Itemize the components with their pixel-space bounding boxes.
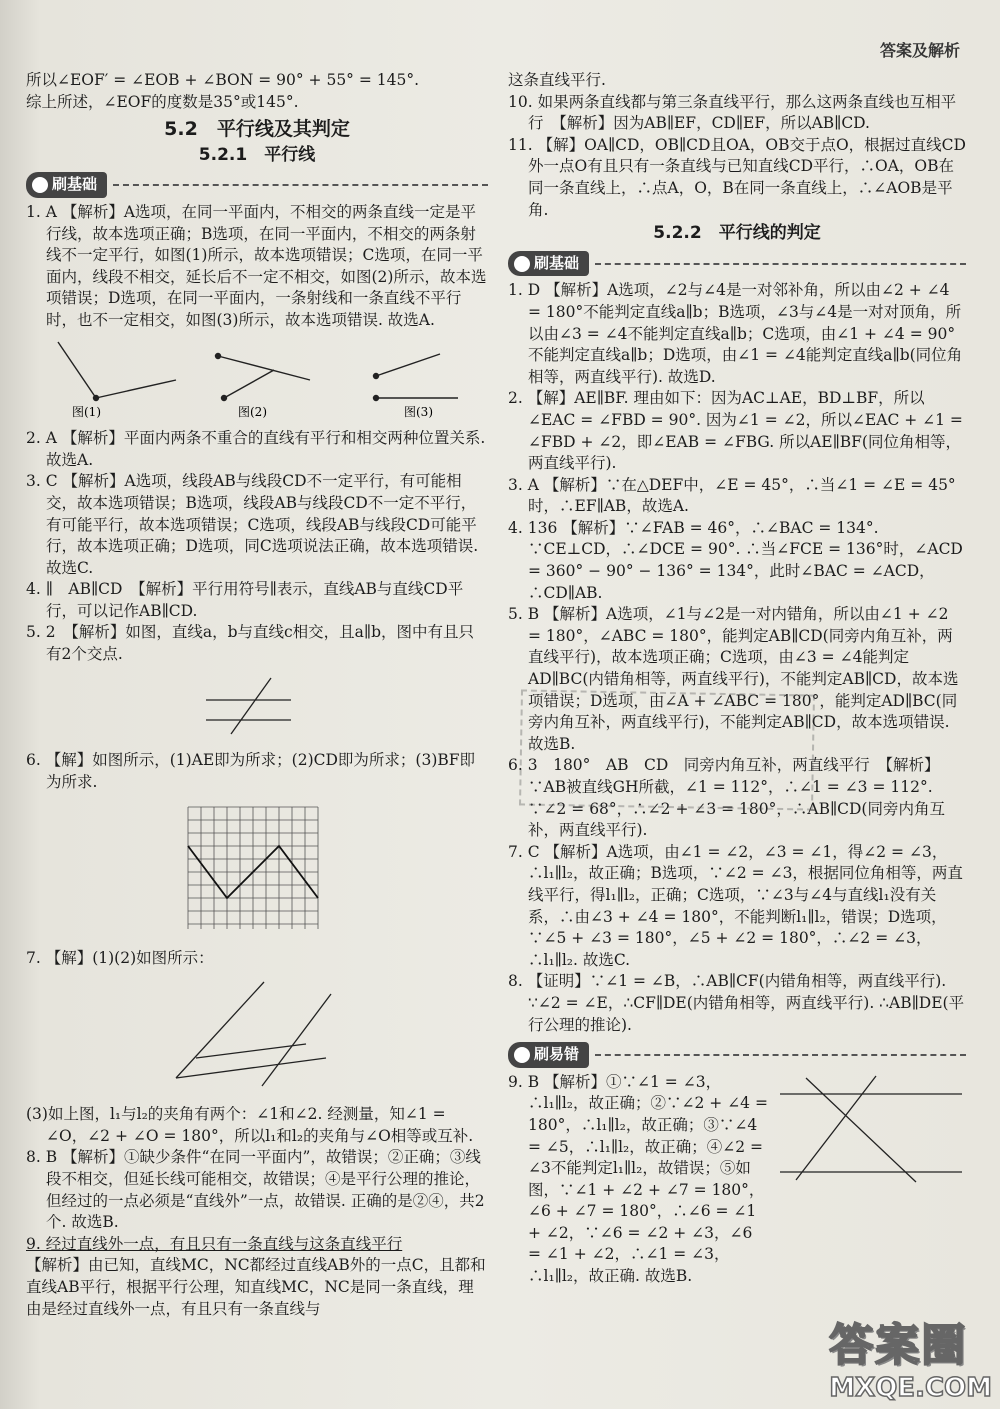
stamp xyxy=(519,689,815,810)
answer-item: 6. 3 180° AB CD 同旁内角互补，两直线平行 【解析】∵AB被直线GH所截，∠1 = 112°，∴∠1 = ∠3 = 112°. ∵∠2 = 68°，∴∠2 + ∠3 = 180°，∴AB∥CD(同旁内角互补，两直线平行). xyxy=(508,756,945,840)
answer-item: 9. 经过直线外一点，有且只有一条直线与这条直线平行 xyxy=(26,1234,403,1253)
answer-item: 1. D 【解析】A选项，∠2与∠4是一对邻补角，所以由∠2 + ∠4 = 180°不能判定直线a∥b；B选项，∠3与∠4是一对对顶角，所以由∠3 = ∠4不能判定直线a∥b；C选项，由∠1 + ∠4 = 90°不能判定直线a∥b；D选项，由∠1 = ∠4能判定直线a∥b(同位角相等，两直线平行). 故选D. xyxy=(508,281,963,386)
tag-errors: 刷易错 xyxy=(508,1042,966,1068)
answer-item: 2. A 【解析】平面内两条不重合的直线有平行和相交两种位置关系. 故选A. xyxy=(26,429,486,469)
answer-item: 4. ∥ AB∥CD 【解析】平行用符号∥表示，直线AB与直线CD平行，可以记作AB∥CD. xyxy=(26,580,464,620)
figure-parallel-lines xyxy=(26,670,466,740)
section-title: 5.2 平行线及其判定 xyxy=(164,118,350,141)
answer-item: 7. 【解】(1)(2)如图所示： xyxy=(26,949,214,968)
right-column xyxy=(508,70,966,1288)
figure-caption: 图(1) xyxy=(72,404,101,418)
intro-line: 综上所述，∠EOF的度数是35°或145°. xyxy=(26,92,299,111)
answer-item: 2. 【解】AE∥BF. 理由如下：因为AC⊥AE，BD⊥BF，所以∠EAC = ∠FBD = 90°. 因为∠1 = ∠2，所以∠EAC + ∠1 = ∠FBD + ∠2，即∠EAB = ∠FBG. 所以AE∥BF(同位角相等，两直线平行). xyxy=(508,389,963,473)
intro-line: 所以∠EOF′ = ∠EOB + ∠BON = 90° + 55° = 145°. xyxy=(26,71,420,89)
answer-item: 8. 【证明】∵∠1 = ∠B，∴AB∥CF(内错角相等，两直线平行). ∵∠2 = ∠E，∴CF∥DE(内错角相等，两直线平行). ∴AB∥DE(平行公理的推论). xyxy=(508,972,965,1034)
figure-caption: 图(3) xyxy=(404,404,433,418)
watermark xyxy=(829,1309,992,1403)
figure-angle-lines xyxy=(26,974,466,1094)
figure-caption: 图(2) xyxy=(238,404,267,418)
tag-basic: 刷基础 xyxy=(508,251,966,277)
answer-item: 3. C 【解析】A选项，线段AB与线段CD不一定平行，有可能相交，故本选项错误；B选项，线段AB与线段CD不一定不平行，有可能平行，故本选项错误；C选项，线段AB与线段CD可能平行，故本选项正确；D选项，同C选项说法正确，故本选项错误. 故选C. xyxy=(26,472,479,577)
answer-item: 7. C 【解析】A选项，由∠1 = ∠2，∠3 = ∠1，得∠2 = ∠3，∴l₁∥l₂，故正确；B选项，∵∠2 = ∠3，根据同位角相等，两直线平行，得l₁∥l₂，正确；C选项，∵∠3与∠4与直线l₁没有关系，∴由∠3 + ∠4 = 180°，不能判断l₁∥l₂，错误；D选项，∵∠5 + ∠3 = 180°，∠5 + ∠2 = 180°，∴∠2 = ∠3，∴l₁∥l₂. 故选C. xyxy=(508,842,963,969)
answer-item: 6. 【解】如图所示，(1)AE即为所求；(2)CD即为所求；(3)BF即为所求. xyxy=(26,751,476,791)
answer-item: 9. B 【解析】①∵∠1 = ∠3，∴l₁∥l₂，故正确；②∵∠2 + ∠4 = 180°，∴l₁∥l₂，故正确；③∵∠4 = ∠5，∴l₁∥l₂，故正确；④∠2 = ∠3不能判定l₁∥l₂，故错误；⑤如图，∵∠1 + ∠2 + ∠7 = 180°，∠6 + ∠7 = 180°，∴∠6 = ∠1 + ∠2，∵∠6 = ∠2 + ∠3，∠6 = ∠1 + ∠2，∴∠1 = ∠3，∴l₁∥l₂，故正确. 故选B. xyxy=(508,1072,768,1286)
watermark-logo: 答案圈 xyxy=(829,1320,968,1371)
figure-grid xyxy=(26,797,466,937)
left-column xyxy=(26,70,488,1320)
brush-icon xyxy=(32,177,48,193)
answer-item: 11. 【解】OA∥CD，OB∥CD且OA，OB交于点O，根据过直线CD外一点O有且只有一条直线与已知直线CD平行，∴OA，OB在同一条直线上，∴点A，O，B在同一条直线上，∴∠AOB是平角. xyxy=(508,135,966,219)
subsection-title: 5.2.1 平行线 xyxy=(198,144,316,165)
answer-item: (3)如上图，l₁与l₂的夹角有两个：∠1和∠2. 经测量，知∠1 = ∠O，∠2 + ∠O = 180°，所以l₁和l₂的夹角与∠O相等或互补. xyxy=(26,1105,474,1145)
answer-item: 5. B 【解析】A选项，∠1与∠2是一对内错角，所以由∠1 + ∠2 = 180°，∠ABC = 180°，能判定AB∥CD(同旁内角互补，两直线平行)，故本选项正确；C选项，由∠3 = ∠4能判定AD∥BC(内错角相等，两直线平行)，不能判定AB∥CD，故本选项错误；D选项，由∠A + ∠ABC = 180°，能判定AD∥BC(同旁内角互补，两直线平行)，不能判定AB∥CD，故本选项错误. 故选B. xyxy=(508,605,959,753)
tag-basic: 刷基础 xyxy=(26,172,488,198)
answer-item: 1. A 【解析】A选项，在同一平面内，不相交的两条直线一定是平行线，故本选项正确；B选项，在同一平面内，不相交的两条射线不一定平行，如图(1)所示，故本选项错误；C选项，在同一平面内，线段不相交，延长后不一定不相交，如图(2)所示，故本选项错误；D选项，在同一平面内，一条射线和一条直线不平行时，也不一定相交，如图(3)所示，故本选项错误. 故选A. xyxy=(26,202,487,329)
brush-icon xyxy=(514,1047,530,1063)
answer-item: 5. 2 【解析】如图，直线a，b与直线c相交，且a∥b，图中有且只有2个交点. xyxy=(26,623,474,664)
subsection-title: 5.2.2 平行线的判定 xyxy=(653,223,821,244)
figure-transversals xyxy=(776,1072,966,1192)
answer-item: 【解析】由已知，直线MC，NC都经过直线AB外的一点C，且都和直线AB平行，根据平行公理，知直线MC，NC是同一条直线，理由是经过直线外一点，有且只有一条直线与 xyxy=(26,1256,486,1318)
figure-rays xyxy=(26,336,466,418)
answer-item: 8. B 【解析】①缺少条件“在同一平面内”，故错误；②正确；③线段不相交，但延长线可能相交，故错误；④是平行公理的推论，但经过的一点必须是“直线外”一点，故错误. 正确的是②④，共2个. 故选B. xyxy=(26,1148,485,1232)
page-header: 答案及解析 xyxy=(879,41,960,60)
answer-item: 3. A 【解析】∵在△DEF中，∠E = 45°，∴当∠1 = ∠E = 45°时，∴EF∥AB，故选A. xyxy=(508,475,956,516)
answer-item: 10. 如果两条直线都与第三条直线平行，那么这两条直线也互相平行 【解析】因为AB∥EF，CD∥EF，所以AB∥CD. xyxy=(508,92,957,133)
answer-item: 4. 136 【解析】∵∠FAB = 46°，∴∠BAC = 134°. ∵CE⊥CD，∴∠DCE = 90°. ∴当∠FCE = 136°时，∠ACD = 360° − 90° − 136° = 134°，此时∠BAC = ∠ACD，∴CD∥AB. xyxy=(508,518,963,602)
brush-icon xyxy=(514,256,530,272)
answer-item: 这条直线平行. xyxy=(508,71,606,89)
watermark-url: MXQE.COM xyxy=(829,1373,992,1403)
